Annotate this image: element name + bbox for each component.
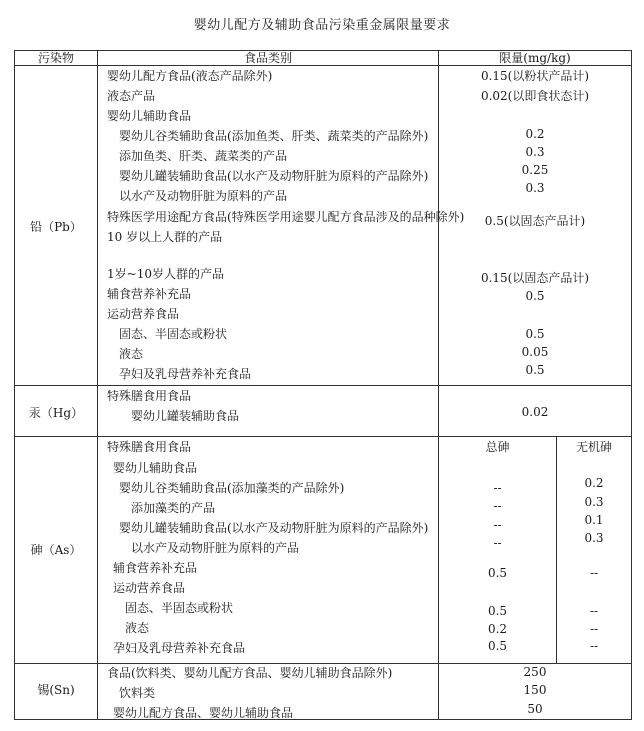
pb-row-food: 1岁~10岁人群的产品 <box>107 267 224 281</box>
header-food-category: 食品类别 <box>243 51 292 65</box>
pb-row-food: 液态 <box>119 347 144 361</box>
as-row-food: 添加藻类的产品 <box>131 501 216 515</box>
pb-row-food: 运动营养食品 <box>107 307 180 321</box>
pb-row-food: 婴幼儿罐装辅助食品(以水产及动物肝脏为原料的产品除外) <box>119 169 429 183</box>
pollutant-hg: 汞（Hg） <box>28 406 84 420</box>
pollutant-col-divider <box>97 51 98 719</box>
pb-row-limit: 0.2 <box>525 127 545 141</box>
pb-row-limit: 0.5 <box>525 363 545 377</box>
pb-hg-divider <box>15 385 631 386</box>
sn-row-food: 食品(饮料类、婴幼儿配方食品、婴幼儿辅助食品除外) <box>107 666 393 680</box>
pb-row-limit: 0.15(以粉状产品计) <box>480 69 590 83</box>
pb-row-limit: 0.05 <box>521 345 549 359</box>
as-row-food: 孕妇及乳母营养补充食品 <box>113 641 246 655</box>
header-limit: 限量(mg/kg) <box>499 51 571 65</box>
as-row-total: 0.5 <box>487 639 508 653</box>
as-row-food: 辅食营养补充品 <box>113 561 198 575</box>
header-pollutant: 污染物 <box>37 51 74 65</box>
pb-row-limit: 0.25 <box>521 163 549 177</box>
pb-row-limit: 0.02(以即食状态计) <box>480 89 590 103</box>
as-row-total: -- <box>493 481 502 495</box>
pb-row-food: 婴幼儿谷类辅助食品(添加鱼类、肝类、蔬菜类的产品除外) <box>119 129 429 143</box>
as-row-total: 0.2 <box>487 622 508 636</box>
pollutant-pb: 铅（Pb） <box>30 220 82 234</box>
as-row-food: 液态 <box>125 621 150 635</box>
as-row-total: 0.5 <box>487 604 508 618</box>
page-title: 婴幼儿配方及辅助食品污染重金属限量要求 <box>193 18 451 33</box>
pb-row-food: 固态、半固态或粉状 <box>119 327 228 341</box>
as-row-food: 固态、半固态或粉状 <box>125 601 234 615</box>
pb-row-food: 孕妇及乳母营养补充食品 <box>119 367 252 381</box>
pb-row-food: 液态产品 <box>107 89 156 103</box>
hg-row-limit: 0.02 <box>521 405 549 419</box>
pb-row-limit: 0.3 <box>525 145 545 159</box>
as-row-total: -- <box>493 499 502 513</box>
pb-row-food: 辅食营养补充品 <box>107 287 192 301</box>
as-row-food: 婴幼儿谷类辅助食品(添加藻类的产品除外) <box>119 481 345 495</box>
pb-row-limit: 0.5(以固态产品计) <box>484 214 586 228</box>
pollutant-sn: 锡(Sn) <box>37 683 75 697</box>
sn-row-limit: 50 <box>527 702 543 716</box>
pb-row-limit: 0.5 <box>525 289 545 303</box>
pb-row-limit: 0.5 <box>525 327 545 341</box>
as-row-food: 以水产及动物肝脏为原料的产品 <box>131 541 300 555</box>
heavy-metal-limit-table <box>14 50 632 720</box>
as-row-total: -- <box>493 518 502 532</box>
as-subheader-inorganic: 无机砷 <box>575 440 612 454</box>
as-row-inorganic: 0.2 <box>584 476 604 490</box>
sn-row-limit: 250 <box>523 665 547 679</box>
as-row-food: 运动营养食品 <box>113 581 186 595</box>
as-row-inorganic: -- <box>589 566 599 580</box>
as-row-inorganic: 0.3 <box>584 495 604 509</box>
hg-row-food: 特殊膳食用食品 <box>107 389 192 403</box>
as-row-food: 婴幼儿罐装辅助食品(以水产及动物肝脏为原料的产品除外) <box>119 521 429 535</box>
hg-as-divider <box>15 436 631 437</box>
pb-row-food: 10 岁以上人群的产品 <box>107 230 223 244</box>
pb-row-food: 婴幼儿辅助食品 <box>107 109 192 123</box>
pb-row-food: 特殊医学用途配方食品(特殊医学用途婴儿配方食品涉及的品种除外) <box>107 210 465 224</box>
as-row-food: 婴幼儿辅助食品 <box>113 461 198 475</box>
as-row-inorganic: -- <box>589 639 599 653</box>
sn-row-food: 婴幼儿配方食品、婴幼儿辅助食品 <box>113 706 294 720</box>
pb-row-limit: 0.3 <box>525 181 545 195</box>
pb-row-food: 婴幼儿配方食品(液态产品除外) <box>107 69 273 83</box>
pb-row-food: 添加鱼类、肝类、蔬菜类的产品 <box>119 149 288 163</box>
as-row-total: 0.5 <box>487 566 508 580</box>
as-row-inorganic: 0.3 <box>584 531 604 545</box>
sn-row-food: 饮料类 <box>119 686 156 700</box>
as-row-inorganic: 0.1 <box>584 513 604 527</box>
pb-row-limit: 0.15(以固态产品计) <box>480 271 590 285</box>
sn-row-limit: 150 <box>523 683 547 697</box>
as-row-inorganic: -- <box>589 622 599 636</box>
as-row-food: 特殊膳食用食品 <box>107 440 192 454</box>
pollutant-as: 砷（As） <box>30 543 82 557</box>
as-subheader-total: 总砷 <box>485 440 510 454</box>
as-row-total: -- <box>493 536 502 550</box>
hg-row-food: 婴幼儿罐装辅助食品 <box>131 409 240 423</box>
as-row-inorganic: -- <box>589 604 599 618</box>
pb-row-food: 以水产及动物肝脏为原料的产品 <box>119 189 288 203</box>
